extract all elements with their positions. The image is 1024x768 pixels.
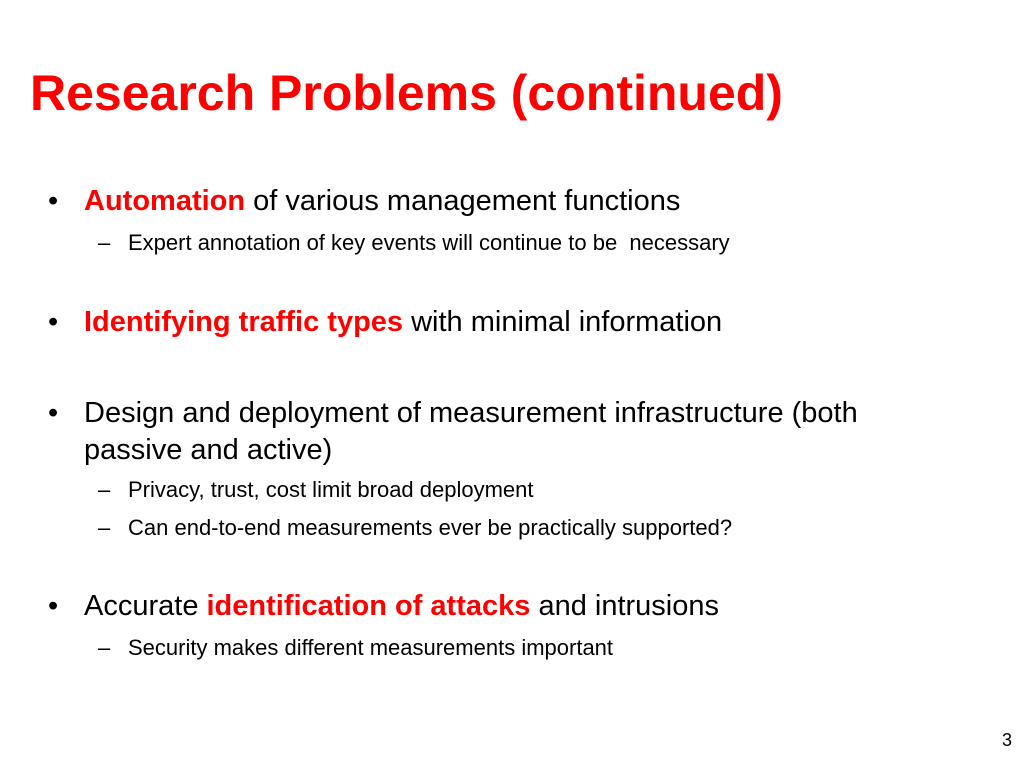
sub-bullet-text: Security makes different measurements important bbox=[128, 635, 614, 660]
sub-bullet-text: Can end-to-end measurements ever be practically supported? bbox=[128, 515, 733, 540]
bullet-measurement-infrastructure bbox=[48, 395, 924, 469]
sub-bullet-text: Expert annotation of key events will continue to be necessary bbox=[128, 230, 730, 255]
sub-bullet-end-to-end bbox=[98, 514, 732, 542]
bullet-symbol: • bbox=[48, 306, 59, 338]
bullet-text bbox=[84, 304, 924, 341]
bullet-lead: Accurate bbox=[84, 590, 207, 622]
bullet-trail: of various management functions bbox=[245, 185, 681, 217]
bullet-text bbox=[84, 588, 924, 625]
bullet-symbol: • bbox=[48, 590, 59, 622]
bullet-text bbox=[84, 183, 924, 220]
sub-bullet-text: Privacy, trust, cost limit broad deployment bbox=[128, 477, 534, 502]
sub-bullet-expert-annotation bbox=[98, 229, 730, 257]
page-number: 3 bbox=[1001, 730, 1012, 750]
bullet-automation bbox=[48, 183, 924, 220]
bullet-trail: with minimal information bbox=[403, 306, 723, 338]
bullet-emphasis: Automation bbox=[84, 185, 246, 217]
dash-symbol: – bbox=[98, 477, 111, 502]
sub-bullet-privacy bbox=[98, 476, 534, 504]
bullet-emphasis: Identifying traffic types bbox=[84, 306, 404, 338]
bullet-attacks bbox=[48, 588, 924, 625]
bullet-symbol: • bbox=[48, 397, 59, 429]
bullet-traffic-types bbox=[48, 304, 924, 341]
bullet-text: Design and deployment of measurement infrastructure (both passive and active) bbox=[84, 397, 858, 466]
slide-title: Research Problems (continued) bbox=[30, 65, 783, 121]
dash-symbol: – bbox=[98, 515, 111, 540]
bullet-trail: and intrusions bbox=[530, 590, 720, 622]
bullet-symbol: • bbox=[48, 185, 59, 217]
sub-bullet-security bbox=[98, 634, 613, 662]
bullet-emphasis: identification of attacks bbox=[206, 590, 531, 622]
dash-symbol: – bbox=[98, 230, 111, 255]
dash-symbol: – bbox=[98, 635, 111, 660]
